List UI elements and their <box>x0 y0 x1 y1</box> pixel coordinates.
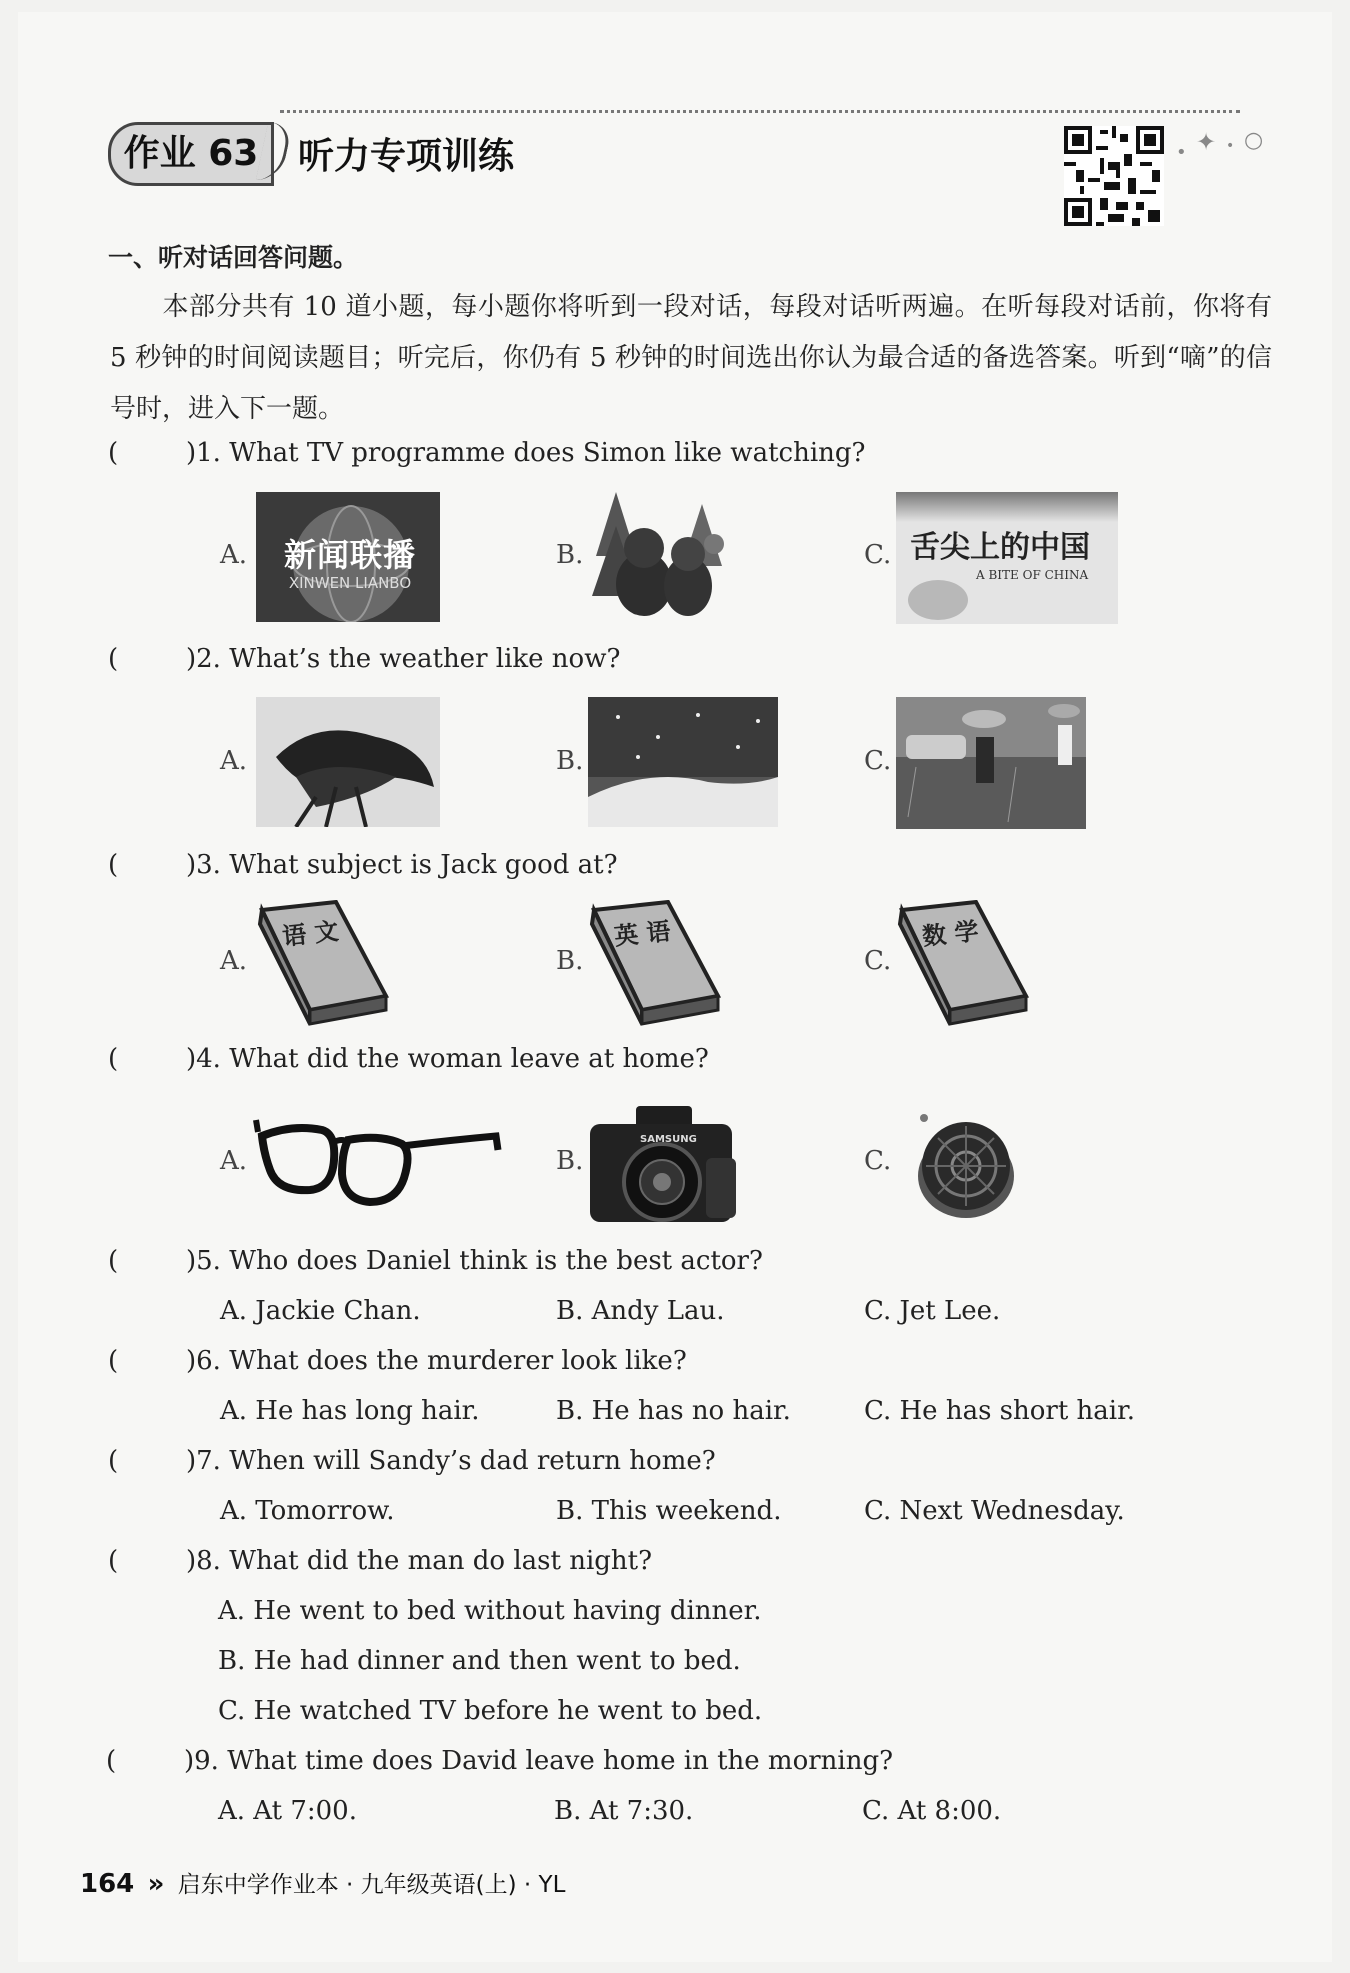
book-title: 启东中学作业本 · 九年级英语(上) · YL <box>177 1872 566 1898</box>
answer-blank[interactable]: ( <box>108 1446 119 1476</box>
option-c[interactable]: C. He watched TV before he went to bed. <box>218 1696 763 1726</box>
page-title: 听力专项训练 <box>298 136 515 177</box>
question-text: )9. What time does David leave home in the morning? <box>184 1746 894 1776</box>
option-label: C. <box>864 746 892 776</box>
documentary-subtitle: A BITE OF CHINA <box>976 568 1089 582</box>
option-image-compact[interactable] <box>906 1110 1024 1222</box>
question-text: )3. What subject is Jack good at? <box>186 850 618 880</box>
option-label: A. <box>220 946 248 976</box>
news-subtitle: XINWEN LIANBO <box>288 574 412 592</box>
page-number: 164 <box>80 1869 135 1899</box>
book-title: 英 语 <box>612 917 672 951</box>
option-b[interactable]: B. At 7:30. <box>554 1796 694 1826</box>
documentary-title: 舌尖上的中国 <box>910 530 1090 565</box>
option-image-glasses[interactable] <box>252 1110 502 1214</box>
question-text: )4. What did the woman leave at home? <box>186 1044 709 1074</box>
question-5 <box>108 1246 763 1276</box>
answer-blank[interactable]: ( <box>108 644 119 674</box>
option-label: B. <box>556 946 584 976</box>
option-b[interactable]: B. This weekend. <box>556 1496 782 1526</box>
option-b[interactable]: B. Andy Lau. <box>556 1296 725 1326</box>
option-image-bite-of-china[interactable] <box>896 492 1118 624</box>
assignment-tag: 作业 63 <box>108 122 274 186</box>
instructions-text: 本部分共有 10 道小题，每小题你将听到一段对话，每段对话听两遍。在听每段对话前，你将有 5 秒钟的时间阅读题目；听完后，你仍有 5 秒钟的时间选出你认为最合适的备选答案。听到“嘀”的信号时，进入下一题。 <box>110 292 1272 424</box>
option-label: A. <box>220 1146 248 1176</box>
answer-blank[interactable]: ( <box>106 1746 117 1776</box>
book-title: 语 文 <box>280 917 340 951</box>
header-dotted-line <box>280 110 1240 113</box>
option-image-news[interactable] <box>256 492 440 622</box>
option-image-camera[interactable] <box>586 1098 742 1232</box>
question-8 <box>108 1546 652 1576</box>
option-c[interactable]: C. He has short hair. <box>864 1396 1135 1426</box>
option-label: C. <box>864 946 892 976</box>
question-text: )8. What did the man do last night? <box>186 1546 653 1576</box>
option-label: A. <box>220 540 248 570</box>
option-image-book-math[interactable] <box>896 900 1030 1026</box>
option-image-cartoon-bears[interactable] <box>592 486 734 622</box>
option-image-book-chinese[interactable] <box>256 900 390 1026</box>
question-4 <box>108 1044 709 1074</box>
sparkle-icon: • <box>1226 138 1235 154</box>
option-image-book-english[interactable] <box>588 900 722 1026</box>
option-image-windy[interactable] <box>256 697 440 827</box>
option-label: C. <box>864 540 892 570</box>
option-a[interactable]: A. He went to bed without having dinner. <box>218 1596 762 1626</box>
option-a[interactable]: A. He has long hair. <box>220 1396 480 1426</box>
news-title: 新闻联播 <box>283 536 416 574</box>
answer-blank[interactable]: ( <box>108 1044 119 1074</box>
question-text: )1. What TV programme does Simon like watching? <box>186 438 866 468</box>
option-label: A. <box>220 746 248 776</box>
option-label: C. <box>864 1146 892 1176</box>
answer-blank[interactable]: ( <box>108 850 119 880</box>
question-2 <box>108 644 620 674</box>
option-c[interactable]: C. Next Wednesday. <box>864 1496 1125 1526</box>
answer-blank[interactable]: ( <box>108 1246 119 1276</box>
question-6 <box>108 1346 687 1376</box>
section-heading: 一、听对话回答问题。 <box>108 243 359 272</box>
question-9 <box>106 1746 893 1776</box>
page-footer <box>80 1866 565 1899</box>
answer-blank[interactable]: ( <box>108 438 119 468</box>
sparkle-icon: • <box>1176 142 1187 163</box>
option-c[interactable]: C. At 8:00. <box>862 1796 1002 1826</box>
option-image-rainy[interactable] <box>896 697 1086 829</box>
question-text: )2. What’s the weather like now? <box>186 644 621 674</box>
option-label: B. <box>556 1146 584 1176</box>
option-image-snowy[interactable] <box>588 697 778 827</box>
option-a[interactable]: A. Jackie Chan. <box>220 1296 421 1326</box>
answer-blank[interactable]: ( <box>108 1546 119 1576</box>
qr-code-icon <box>1064 126 1164 226</box>
sparkle-icon: ✦ <box>1196 128 1217 156</box>
option-c[interactable]: C. Jet Lee. <box>864 1296 1001 1326</box>
camera-brand: SAMSUNG <box>640 1134 697 1145</box>
answer-blank[interactable]: ( <box>108 1346 119 1376</box>
circle-icon: ○ <box>1244 128 1264 153</box>
section-instructions <box>110 282 1272 435</box>
option-label: B. <box>556 746 584 776</box>
option-b[interactable]: B. He had dinner and then went to bed. <box>218 1646 741 1676</box>
question-text: )7. When will Sandy’s dad return home? <box>186 1446 716 1476</box>
option-b[interactable]: B. He has no hair. <box>556 1396 791 1426</box>
question-3 <box>108 850 618 880</box>
option-label: B. <box>556 540 584 570</box>
question-text: )6. What does the murderer look like? <box>186 1346 687 1376</box>
question-text: )5. Who does Daniel think is the best actor? <box>186 1246 763 1276</box>
double-chevron-icon: » <box>147 1869 165 1899</box>
question-1 <box>108 438 865 468</box>
question-7 <box>108 1446 716 1476</box>
book-title: 数 学 <box>920 917 980 951</box>
option-a[interactable]: A. At 7:00. <box>218 1796 357 1826</box>
option-a[interactable]: A. Tomorrow. <box>220 1496 395 1526</box>
